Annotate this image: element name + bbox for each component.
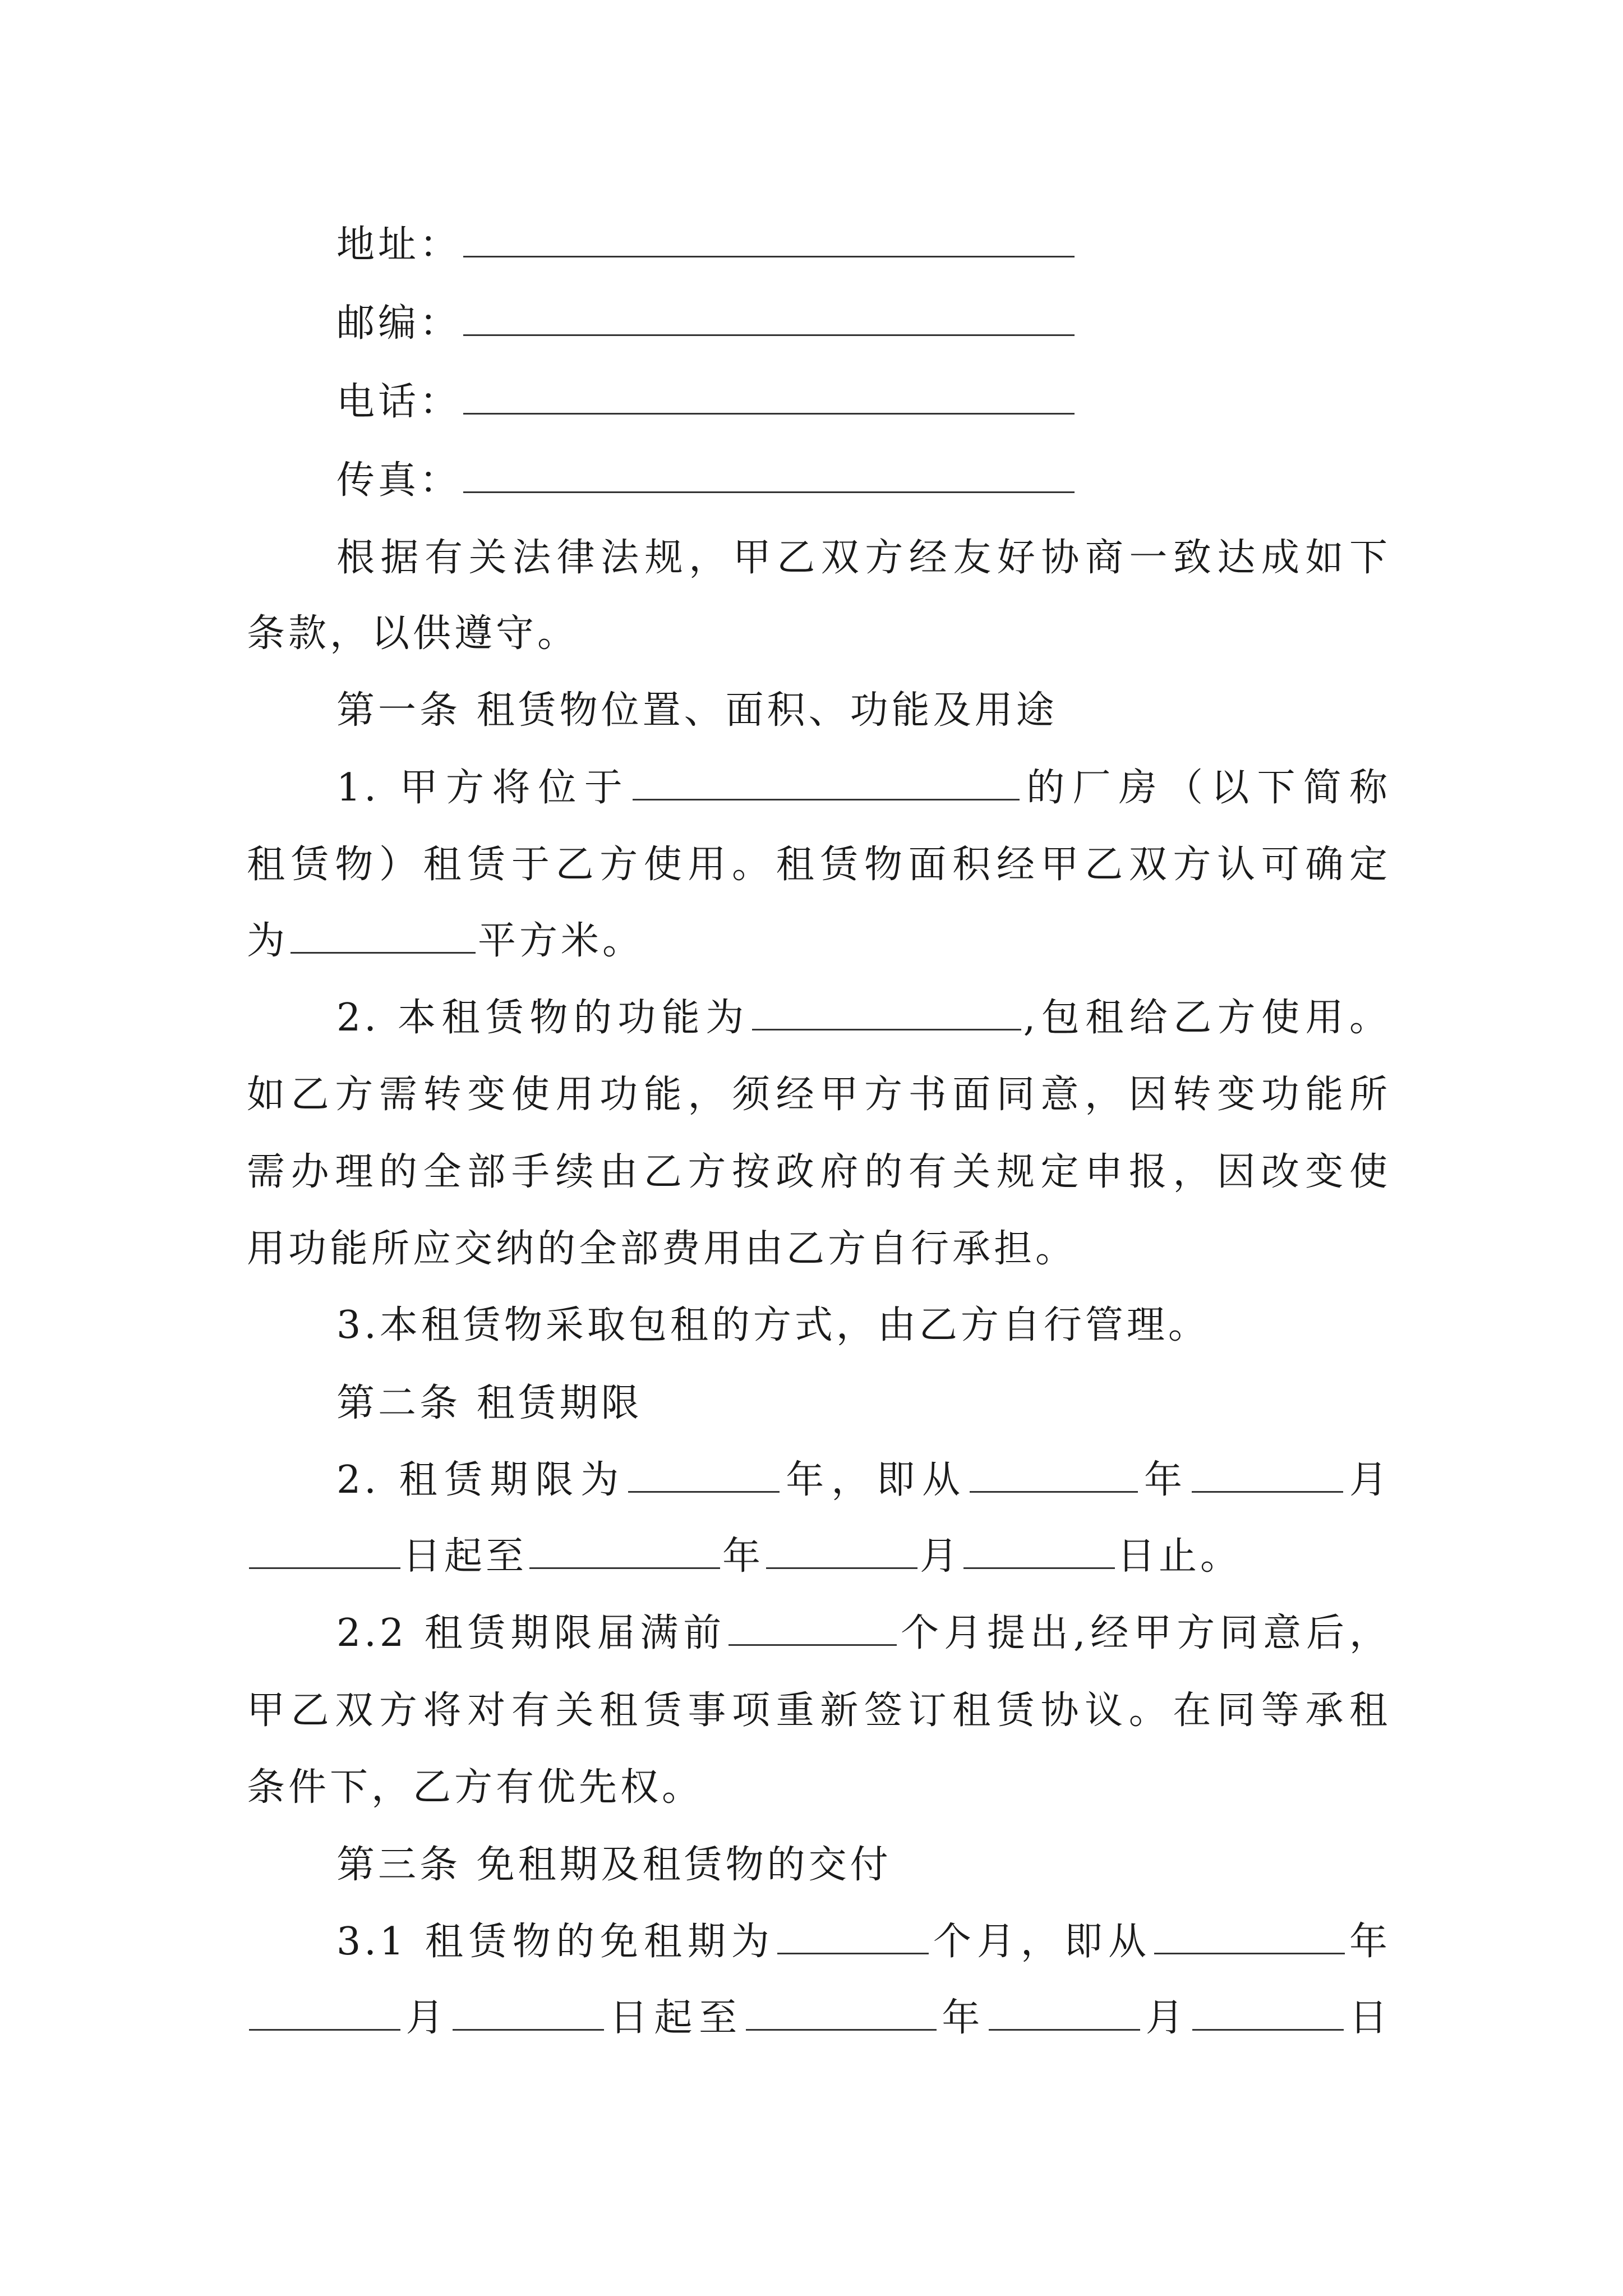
article-1-item-1-line-1 [336, 763, 1391, 813]
text: 2. 本租赁物的功能为 [336, 996, 750, 1040]
article-1-item-1-line-2: 租赁物）租赁于乙方使用。租赁物面积经甲乙双方认可确定 [247, 843, 1391, 887]
text: 2. 租赁期限为 [336, 1458, 626, 1502]
text: 年 [722, 1534, 764, 1579]
article-2-item-1-line-2 [247, 1531, 1391, 1582]
article-2-heading: 第二条 租赁期限 [336, 1381, 643, 1425]
article-3-heading: 第三条 免租期及租赁物的交付 [336, 1843, 892, 1887]
address-field[interactable] [463, 224, 1075, 257]
text: ,包租给乙方使用。 [1023, 996, 1391, 1040]
text: 月 [1142, 1996, 1191, 2040]
end-day-field[interactable] [963, 1536, 1115, 1569]
phone-row [336, 377, 1391, 427]
start-year-field[interactable] [970, 1460, 1138, 1493]
phone-label: 电话： [336, 380, 462, 424]
text: 年，即从 [782, 1458, 968, 1502]
fax-label: 传真： [336, 458, 462, 503]
article-1-item-2-line-4: 用功能所应交纳的全部费用由乙方自行承担。 [247, 1227, 1077, 1271]
article-2-item-1-line-1 [336, 1455, 1391, 1506]
end-year-field[interactable] [529, 1536, 720, 1569]
fax-row [336, 455, 1391, 506]
text: 为 [247, 919, 289, 963]
text: 日止。 [1117, 1534, 1242, 1579]
address-row [336, 220, 1391, 270]
phone-field[interactable] [463, 381, 1075, 415]
postcode-label: 邮编： [336, 301, 462, 346]
start-month-field[interactable] [1192, 1460, 1343, 1493]
intro-line-1: 根据有关法律法规，甲乙双方经友好协商一致达成如下 [336, 536, 1391, 580]
free-end-day-field[interactable] [1192, 1998, 1344, 2031]
text: 月 [403, 1996, 451, 2040]
article-3-item-1-line-1 [336, 1917, 1391, 1967]
free-start-month-field[interactable] [249, 1998, 400, 2031]
article-2-item-2-line-1 [336, 1608, 1391, 1659]
free-end-month-field[interactable] [989, 1998, 1140, 2031]
intro-line-2: 条款，以供遵守。 [247, 611, 579, 656]
text: 日起至 [403, 1534, 528, 1579]
free-months-field[interactable] [777, 1921, 929, 1954]
notice-months-field[interactable] [728, 1613, 897, 1646]
article-2-item-2-line-3: 条件下，乙方有优先权。 [247, 1765, 704, 1810]
article-1-heading: 第一条 租赁物位置、面积、功能及用途 [336, 688, 1058, 733]
free-start-day-field[interactable] [453, 1998, 604, 2031]
end-month-field[interactable] [766, 1536, 917, 1569]
text: 日 [1346, 1996, 1391, 2040]
article-1-item-2-line-1 [336, 993, 1391, 1043]
postcode-field[interactable] [463, 303, 1075, 336]
text: 日起至 [606, 1996, 744, 2040]
area-field[interactable] [291, 921, 476, 954]
article-3-item-1-line-2 [247, 1993, 1391, 2044]
text: 3.1 租赁物的免租期为 [336, 1920, 775, 1964]
text: 月 [1345, 1458, 1391, 1502]
text: 月 [920, 1534, 962, 1579]
location-field[interactable] [633, 767, 1020, 800]
text: 平方米。 [478, 919, 644, 963]
address-label: 地址： [336, 223, 462, 267]
article-1-item-3: 3.本租赁物采取包租的方式，由乙方自行管理。 [336, 1303, 1210, 1347]
text: 个月，即从 [930, 1920, 1152, 1964]
fax-field[interactable] [463, 460, 1075, 493]
start-day-field[interactable] [249, 1536, 400, 1569]
article-1-item-2-line-3: 需办理的全部手续由乙方按政府的有关规定申报，因改变使 [247, 1150, 1391, 1194]
text: 2.2 租赁期限届满前 [336, 1611, 727, 1655]
term-years-field[interactable] [628, 1460, 780, 1493]
text: 1. 甲方将位于 [336, 766, 630, 810]
article-1-item-1-line-3 [247, 916, 1391, 967]
function-field[interactable] [752, 997, 1021, 1030]
article-1-item-2-line-2: 如乙方需转变使用功能，须经甲方书面同意，因转变功能所 [247, 1073, 1391, 1117]
text: 的厂房（以下简称 [1022, 766, 1391, 810]
free-end-year-field[interactable] [746, 1998, 937, 2031]
text: 个月提出,经甲方同意后， [899, 1611, 1391, 1655]
article-2-item-2-line-2: 甲乙双方将对有关租赁事项重新签订租赁协议。在同等承租 [247, 1688, 1391, 1733]
free-start-year-field[interactable] [1154, 1921, 1345, 1954]
postcode-row [336, 298, 1391, 349]
text: 年 [938, 1996, 987, 2040]
text: 年 [1140, 1458, 1190, 1502]
text: 年 [1347, 1920, 1391, 1964]
